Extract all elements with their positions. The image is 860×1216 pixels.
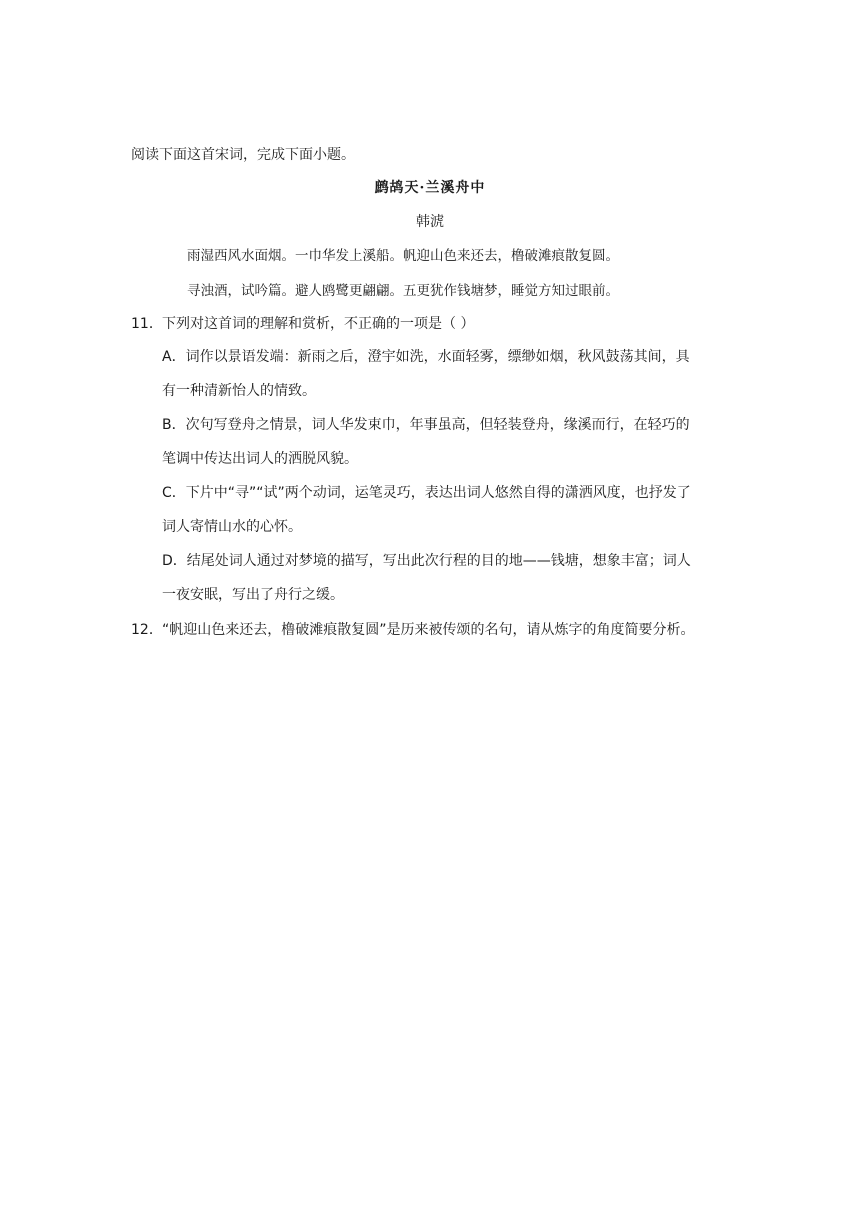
- poem-title: 鹧鸪天·兰溪舟中: [374, 180, 486, 196]
- option-c-line-2: 词人寄情山水的心怀。: [162, 519, 302, 535]
- question-12-number: 12．: [131, 622, 163, 638]
- poem-line-2: 寻浊酒，试吟篇。避人鸥鹭更翩翩。五更犹作钱塘梦，睡觉方知过眼前。: [187, 283, 619, 299]
- option-a-line-2: 有一种清新怡人的情致。: [162, 383, 316, 399]
- option-b-line-1: B．次句写登舟之情景，词人华发束巾，年事虽高，但轻装登舟，缘溪而行，在轻巧的: [162, 417, 690, 433]
- option-a-line-1: A．词作以景语发端：新雨之后，澄宇如洗，水面轻雾，缥缈如烟，秋风鼓荡其间，具: [162, 349, 690, 365]
- option-b-line-2: 笔调中传达出词人的洒脱风貌。: [162, 451, 358, 467]
- poem-author: 韩淲: [416, 214, 444, 230]
- question-11-text: 下列对这首词的理解和赏析，不正确的一项是（ ）: [162, 316, 475, 332]
- option-d-line-1: D．结尾处词人通过对梦境的描写，写出此次行程的目的地——钱塘，想象丰富；词人: [162, 553, 691, 569]
- poem-line-1: 雨湿西风水面烟。一巾华发上溪船。帆迎山色来还去，橹破滩痕散复圆。: [187, 248, 619, 264]
- reading-instruction: 阅读下面这首宋词，完成下面小题。: [131, 147, 355, 163]
- question-11-number: 11．: [131, 316, 163, 332]
- option-c-line-1: C．下片中“寻”“试”两个动词，运笔灵巧，表达出词人悠然自得的潇洒风度，也抒发了: [162, 485, 691, 501]
- question-12-text: “帆迎山色来还去，橹破滩痕散复圆”是历来被传颂的名句，请从炼字的角度简要分析。: [162, 622, 695, 638]
- option-d-line-2: 一夜安眠，写出了舟行之缓。: [162, 587, 344, 603]
